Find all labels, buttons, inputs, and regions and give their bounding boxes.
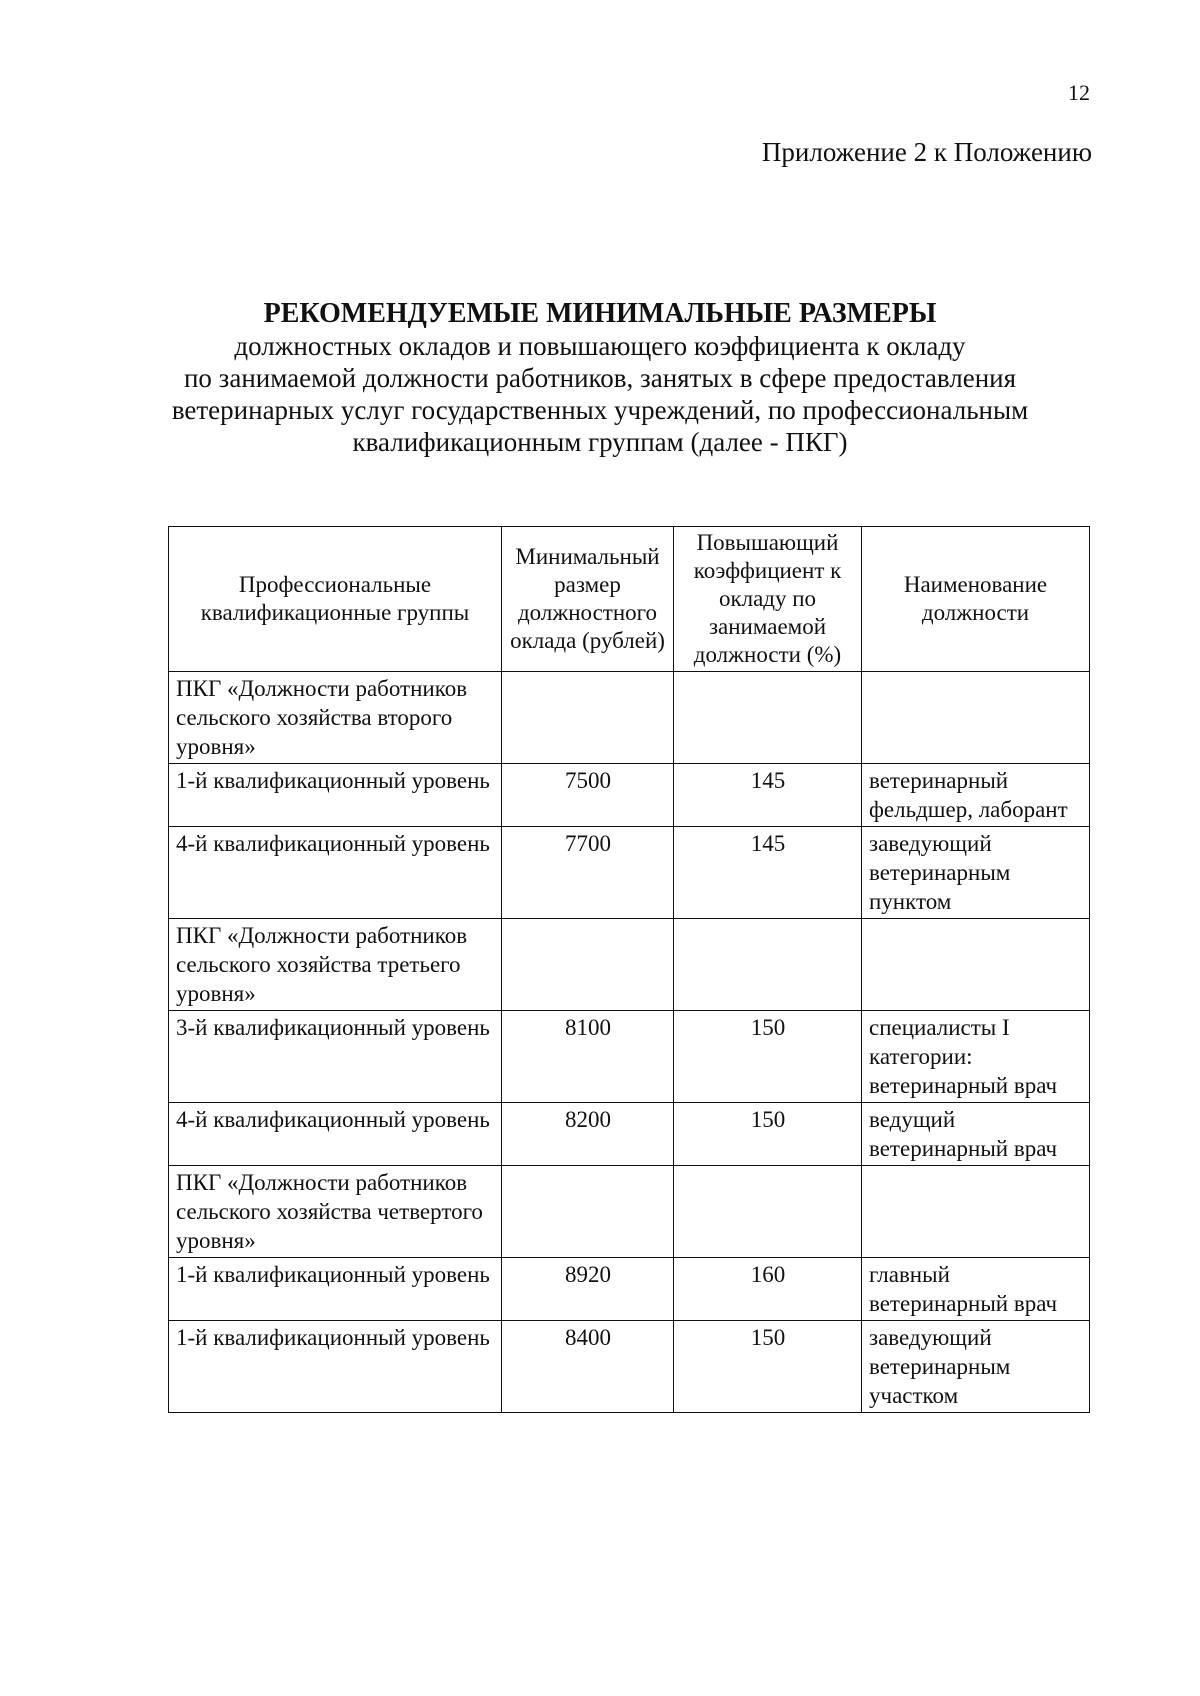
cell-coefficient: 150 [674, 1321, 862, 1413]
cell-group: ПКГ «Должности работников сельского хозяйства четвертого уровня» [169, 1166, 502, 1258]
cell-coefficient: 145 [674, 764, 862, 827]
cell-position [862, 1166, 1090, 1258]
cell-group: 4-й квалификационный уровень [169, 827, 502, 919]
cell-position: специалисты I категории: ветеринарный врач [862, 1011, 1090, 1103]
table-row [169, 764, 1090, 827]
cell-salary [502, 1166, 674, 1258]
cell-position: ветеринарный фельдшер, лаборант [862, 764, 1090, 827]
cell-salary: 8100 [502, 1011, 674, 1103]
table-header-row [169, 527, 1090, 672]
cell-coefficient: 160 [674, 1258, 862, 1321]
header-position: Наименование должности [862, 527, 1090, 672]
cell-salary: 8400 [502, 1321, 674, 1413]
table-row [169, 1011, 1090, 1103]
page-number: 12 [1068, 80, 1090, 105]
cell-coefficient [674, 672, 862, 764]
cell-position: заведующий ветеринарным пунктом [862, 827, 1090, 919]
cell-coefficient [674, 919, 862, 1011]
cell-position [862, 672, 1090, 764]
table-group-row [169, 672, 1090, 764]
cell-position: главный ветеринарный врач [862, 1258, 1090, 1321]
table-row [169, 827, 1090, 919]
cell-coefficient: 150 [674, 1011, 862, 1103]
cell-group: 1-й квалификационный уровень [169, 1321, 502, 1413]
header-coefficient: Повышающий коэффициент к окладу по занимаемой должности (%) [674, 527, 862, 672]
cell-position [862, 919, 1090, 1011]
table-row [169, 1103, 1090, 1166]
table-group-row [169, 1166, 1090, 1258]
cell-salary [502, 672, 674, 764]
cell-group: ПКГ «Должности работников сельского хозяйства третьего уровня» [169, 919, 502, 1011]
cell-group: 3-й квалификационный уровень [169, 1011, 502, 1103]
cell-group: 4-й квалификационный уровень [169, 1103, 502, 1166]
table-row [169, 1258, 1090, 1321]
heading-line-3: ветеринарных услуг государственных учреждений, по профессиональным [171, 395, 1029, 425]
cell-salary: 7700 [502, 827, 674, 919]
cell-salary: 7500 [502, 764, 674, 827]
header-salary: Минимальный размер должностного оклада (рублей) [502, 527, 674, 672]
cell-salary [502, 919, 674, 1011]
cell-coefficient: 150 [674, 1103, 862, 1166]
cell-coefficient [674, 1166, 862, 1258]
table-header [169, 527, 1090, 672]
salary-table [168, 526, 1090, 1413]
document-heading [0, 298, 1200, 458]
cell-position: заведующий ветеринарным участком [862, 1321, 1090, 1413]
cell-group: 1-й квалификационный уровень [169, 1258, 502, 1321]
cell-salary: 8920 [502, 1258, 674, 1321]
heading-line-4: квалификационным группам (далее - ПКГ) [352, 427, 848, 457]
cell-group: ПКГ «Должности работников сельского хозяйства второго уровня» [169, 672, 502, 764]
cell-salary: 8200 [502, 1103, 674, 1166]
heading-line-2: по занимаемой должности работников, занятых в сфере предоставления [183, 363, 1017, 393]
cell-position: ведущий ветеринарный врач [862, 1103, 1090, 1166]
table-row [169, 1321, 1090, 1413]
appendix-note: Приложение 2 к Положению [761, 137, 1092, 167]
cell-group: 1-й квалификационный уровень [169, 764, 502, 827]
heading-line-1: должностных окладов и повышающего коэффициента к окладу [234, 331, 966, 361]
document-title: РЕКОМЕНДУЕМЫЕ МИНИМАЛЬНЫЕ РАЗМЕРЫ [263, 298, 937, 329]
table-body [169, 672, 1090, 1413]
cell-coefficient: 145 [674, 827, 862, 919]
table-group-row [169, 919, 1090, 1011]
header-group: Профессиональные квалификационные группы [169, 527, 502, 672]
